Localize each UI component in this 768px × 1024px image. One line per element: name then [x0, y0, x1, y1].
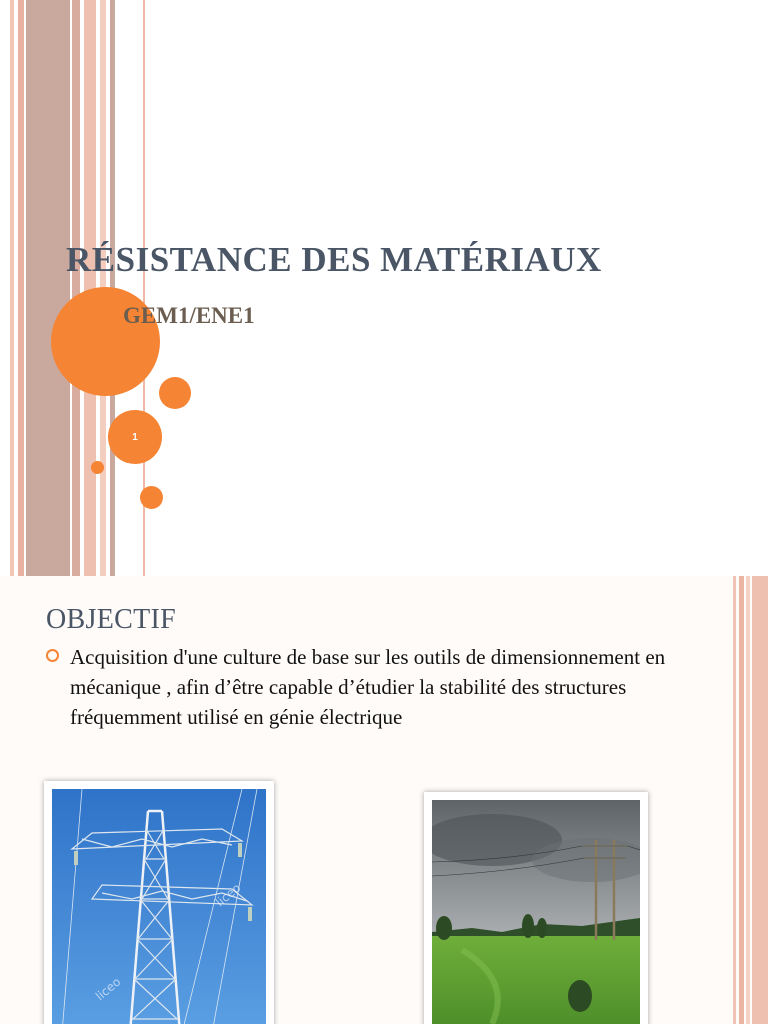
- decorative-circle-small: [91, 461, 104, 474]
- bullet-item: Acquisition d'une culture de base sur les outils de dimensionnement en mécanique , afin d’être capable d’étudier la stabilité des structures fréquemment utilisé en génie électrique: [70, 645, 666, 729]
- decorative-stripe: [26, 0, 70, 576]
- power-line-field-photo: [424, 792, 648, 1024]
- bullet-list: [46, 642, 666, 732]
- decorative-stripe: [752, 576, 768, 1024]
- slide-title: RÉSISTANCE DES MATÉRIAUX: [66, 240, 602, 279]
- circle-bullet-icon: [46, 649, 59, 662]
- decorative-stripe: [739, 576, 744, 1024]
- decorative-circle: [159, 377, 191, 409]
- objective-slide: [0, 576, 768, 1024]
- decorative-circle: [140, 486, 163, 509]
- svg-text:liceo: liceo: [92, 974, 124, 1004]
- slide-heading: OBJECTIF: [46, 604, 176, 635]
- pylon-image: [52, 789, 266, 1024]
- svg-text:liceo: liceo: [212, 880, 244, 910]
- field-image: [432, 800, 640, 1024]
- decorative-stripe: [18, 0, 24, 576]
- decorative-stripe: [746, 576, 750, 1024]
- slide-subtitle: GEM1/ENE1: [123, 303, 255, 328]
- decorative-stripe: [733, 576, 736, 1024]
- slide-number: 1: [132, 431, 138, 443]
- decorative-stripe: [10, 0, 14, 576]
- decorative-stripe: [72, 0, 80, 576]
- pylon-photo: [44, 781, 274, 1024]
